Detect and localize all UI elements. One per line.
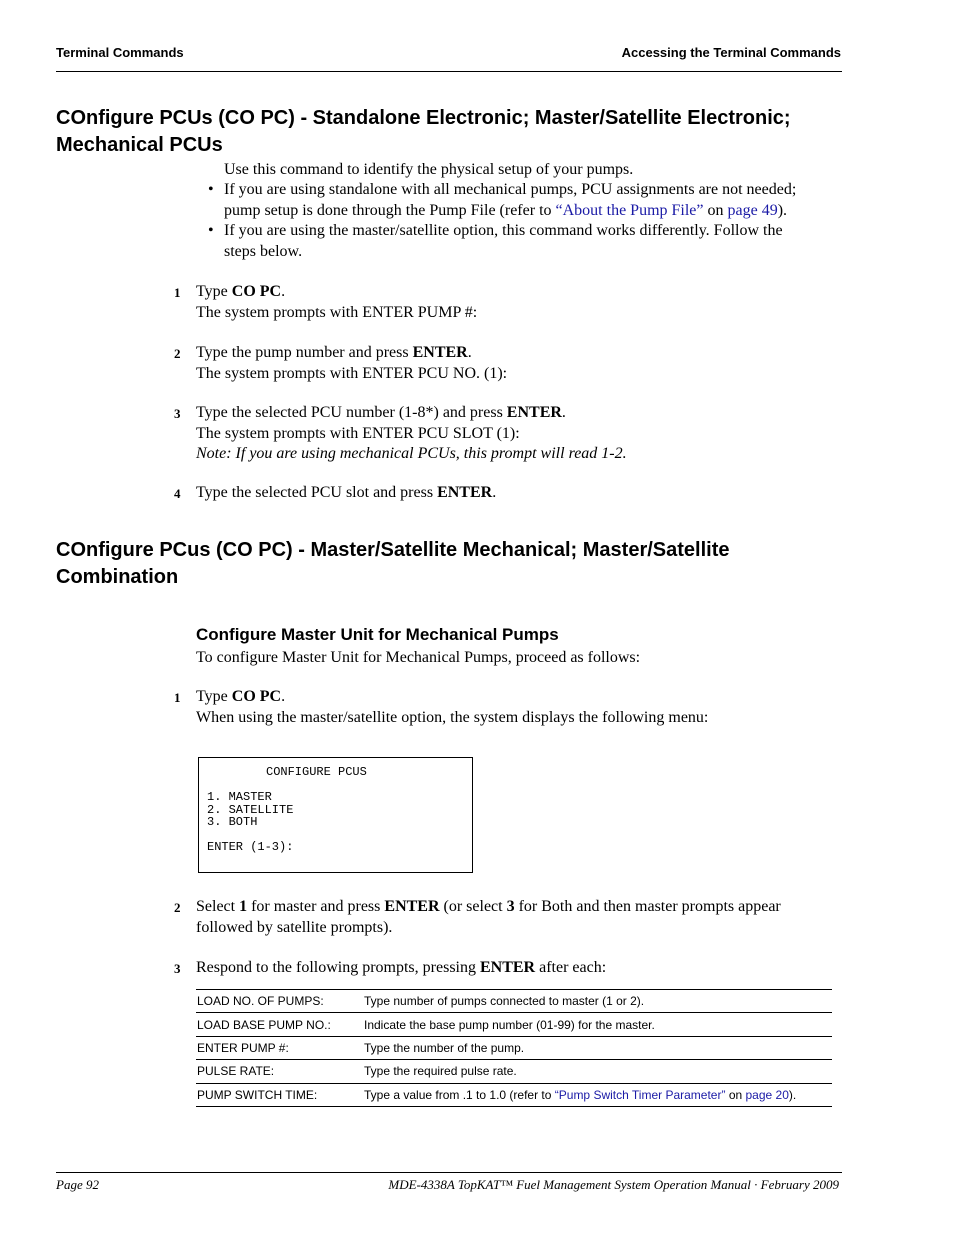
bullet-1-close: ). [777,201,788,219]
configure-pcus-menu [198,757,473,873]
step-text-end: . [492,484,497,501]
about-pump-file-link[interactable]: “About the Pump File” [555,201,704,219]
step-text-end: . [281,688,286,705]
step-prompt-text: When using the master/satellite option, the system displays the following menu: [196,708,709,726]
page-number: Page 92 [56,1177,99,1192]
step-prompt-text: The system prompts with ENTER PCU NO. (1): [196,364,508,382]
step-command: CO PC [231,688,282,705]
menu-title: CONFIGURE PCUS [266,765,367,779]
section1-bullet-2 [208,221,848,262]
prompt-description-text: Type a value from .1 to 1.0 (refer to [364,1087,555,1102]
step-note: Note: If you are using mechanical PCUs, this prompt will read 1-2. [196,445,627,462]
page-20-link[interactable]: page 20 [745,1087,789,1102]
prompt-description-close: ). [788,1087,797,1102]
step-prompt-text: The system prompts with ENTER PUMP #: [196,303,478,321]
bullet-2-line-2: steps below. [224,242,303,260]
step-number: 3 [174,961,181,976]
menu-item-master: 1. MASTER [207,790,272,804]
step-text: Type [196,283,232,300]
step-text-end: . [561,404,566,421]
bullet-1-line-1: If you are using standalone with all mechanical pumps, PCU assignments are not needed; [224,181,797,198]
page-49-link[interactable]: page 49 [727,201,778,219]
prompt-description-on: on [725,1087,746,1102]
prompt-name: ENTER PUMP #: [196,1036,363,1059]
menu-item-both: 3. BOTH [207,815,258,829]
step-command: CO PC [231,283,282,300]
section2-title: COnfigure PCus (CO PC) - Master/Satellite Mechanical; Master/Satellite Combination [56,539,730,588]
header-rule [56,71,842,72]
section1-intro: Use this command to identify the physical setup of your pumps. [224,161,634,178]
step-text: Type the selected PCU number (1-8*) and press [196,404,507,421]
table-row [196,1083,832,1106]
step-command: ENTER [384,898,440,915]
step-text: Type [196,688,232,705]
running-header-left: Terminal Commands [56,45,184,60]
option-3: 3 [506,898,515,915]
step-prompt-text: The system prompts with ENTER PCU SLOT (1): [196,424,520,442]
step-command: ENTER [437,484,493,501]
bullet-2-line-1: If you are using the master/satellite option, this command works differently. Follow the [224,222,783,239]
bullet-dot: • [208,181,214,198]
step-text: (or select [439,898,507,915]
step-number: 2 [174,346,181,361]
table-row [196,990,832,1013]
menu-prompt: ENTER (1-3): [207,840,294,854]
step-text-end: after each: [535,959,607,976]
step-number: 1 [174,690,181,705]
table-row [196,1036,832,1059]
bullet-1-on: on [703,201,728,219]
step-text: for Both and then master prompts appear followed by satellite prompts). [196,898,781,936]
prompt-name: PULSE RATE: [196,1060,363,1083]
prompt-name: LOAD NO. OF PUMPS: [196,990,363,1013]
pump-switch-timer-link[interactable]: “Pump Switch Timer Parameter” [554,1087,726,1102]
prompt-description [363,1083,832,1106]
prompt-description: Type the required pulse rate. [363,1060,832,1083]
step-text: Respond to the following prompts, pressing [196,959,480,976]
bullet-1-line-2: pump setup is done through the Pump File (refer to [224,201,556,219]
footer-rule [56,1172,842,1173]
step-number: 4 [174,486,181,501]
step-text-end: . [281,283,286,300]
menu-item-satellite: 2. SATELLITE [207,802,294,817]
step-text: Type the selected PCU slot and press [196,484,438,501]
step-text: Select [196,898,240,915]
step-number: 2 [174,900,181,915]
table-row [196,1060,832,1083]
prompt-name: PUMP SWITCH TIME: [196,1083,363,1106]
prompt-description: Indicate the base pump number (01-99) for the master. [363,1013,832,1036]
document-title: MDE-4338A TopKAT™ Fuel Management System Operation Manual · February 2009 [388,1177,839,1192]
prompt-name: LOAD BASE PUMP NO.: [196,1013,363,1036]
prompt-description: Type number of pumps connected to master (1 or 2). [363,990,832,1013]
step-command: ENTER [479,959,536,976]
table-row [196,1013,832,1036]
prompts-table [196,989,832,1107]
running-header-right: Accessing the Terminal Commands [621,45,841,60]
option-1: 1 [239,898,248,915]
section1-bullet-1 [208,180,848,221]
step-number: 1 [174,285,181,300]
bullet-dot: • [208,222,214,239]
section2-subtitle: Configure Master Unit for Mechanical Pumps [196,625,559,644]
step-command: ENTER [506,404,562,421]
step-text-end: . [467,344,472,361]
step-text: Type the pump number and press [196,344,413,361]
section1-title: COnfigure PCUs (CO PC) - Standalone Electronic; Master/Satellite Electronic; Mechanical PCUs [56,107,791,156]
step-number: 3 [174,406,181,421]
step-text: for master and press [247,898,385,915]
section2-intro: To configure Master Unit for Mechanical Pumps, proceed as follows: [196,649,641,666]
step-command: ENTER [412,344,468,361]
prompt-description: Type the number of the pump. [363,1036,832,1059]
